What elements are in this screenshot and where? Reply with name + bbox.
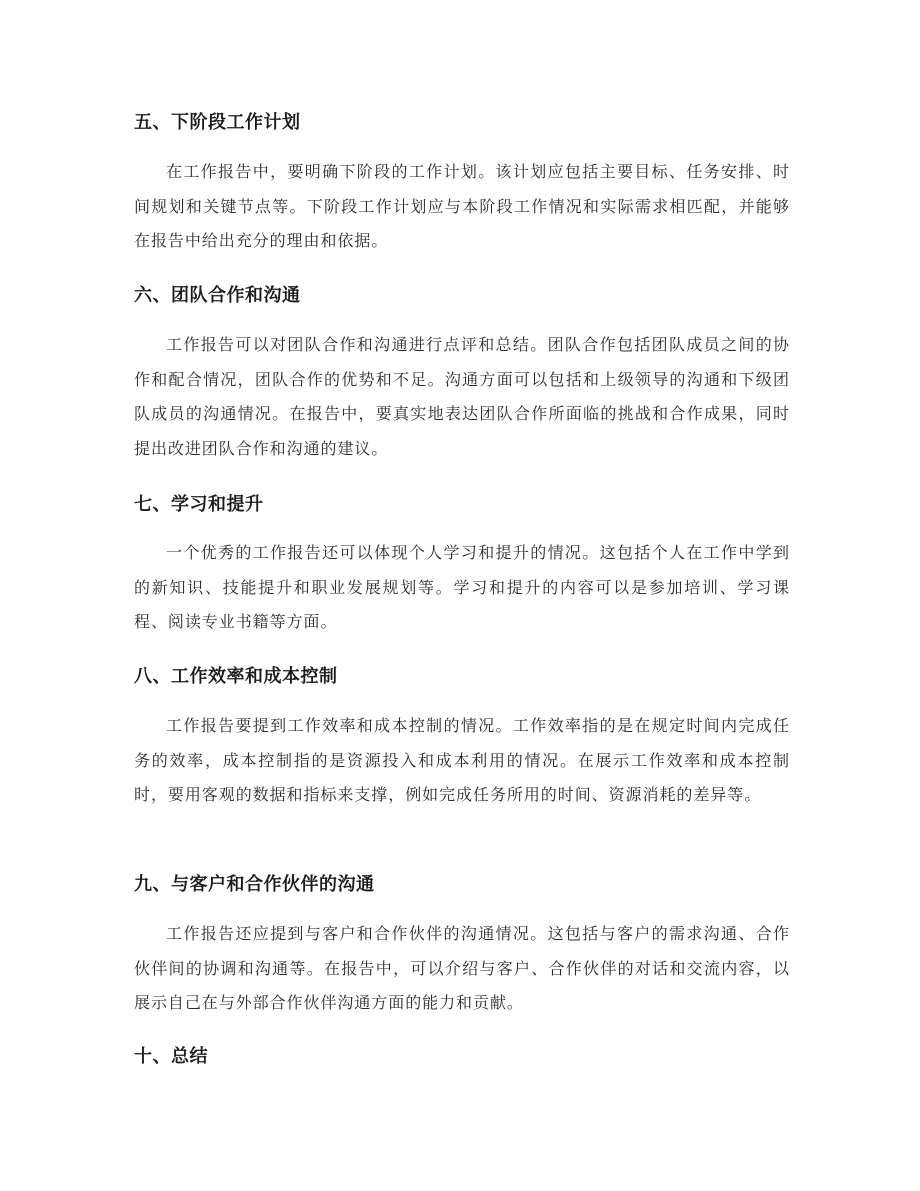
section-heading-9: 九、与客户和合作伙伴的沟通 (134, 874, 375, 895)
section-heading-5: 五、下阶段工作计划 (134, 112, 301, 133)
section-paragraph-9: 工作报告还应提到与客户和合作伙伴的沟通情况。这包括与客户的需求沟通、合作伙伴间的协调和沟通等。在报告中，可以介绍与客户、合作伙伴的对话和交流内容，以展示自己在与外部合作伙伴沟通方面的能力和贡献。 (134, 924, 790, 1012)
section-paragraph-7: 一个优秀的工作报告还可以体现个人学习和提升的情况。这包括个人在工作中学到的新知识、技能提升和职业发展规划等。学习和提升的内容可以是参加培训、学习课程、阅读专业书籍等方面。 (134, 543, 790, 631)
section-paragraph-8: 工作报告要提到工作效率和成本控制的情况。工作效率指的是在规定时间内完成任务的效率，成本控制指的是资源投入和成本利用的情况。在展示工作效率和成本控制时，要用客观的数据和指标来支撑，例如完成任务所用的时间、资源消耗的差异等。 (134, 716, 790, 804)
section-heading-7: 七、学习和提升 (134, 494, 264, 515)
section-paragraph-6: 工作报告可以对团队合作和沟通进行点评和总结。团队合作包括团队成员之间的协作和配合情况，团队合作的优势和不足。沟通方面可以包括和上级领导的沟通和下级团队成员的沟通情况。在报告中，要真实地表达团队合作所面临的挑战和合作成果，同时提出改进团队合作和沟通的建议。 (134, 335, 790, 458)
section-heading-10: 十、总结 (134, 1046, 208, 1067)
section-heading-8: 八、工作效率和成本控制 (134, 666, 338, 687)
section-paragraph-5: 在工作报告中，要明确下阶段的工作计划。该计划应包括主要目标、任务安排、时间规划和关键节点等。下阶段工作计划应与本阶段工作情况和实际需求相匹配，并能够在报告中给出充分的理由和依据。 (134, 162, 790, 250)
section-heading-6: 六、团队合作和沟通 (134, 285, 301, 306)
